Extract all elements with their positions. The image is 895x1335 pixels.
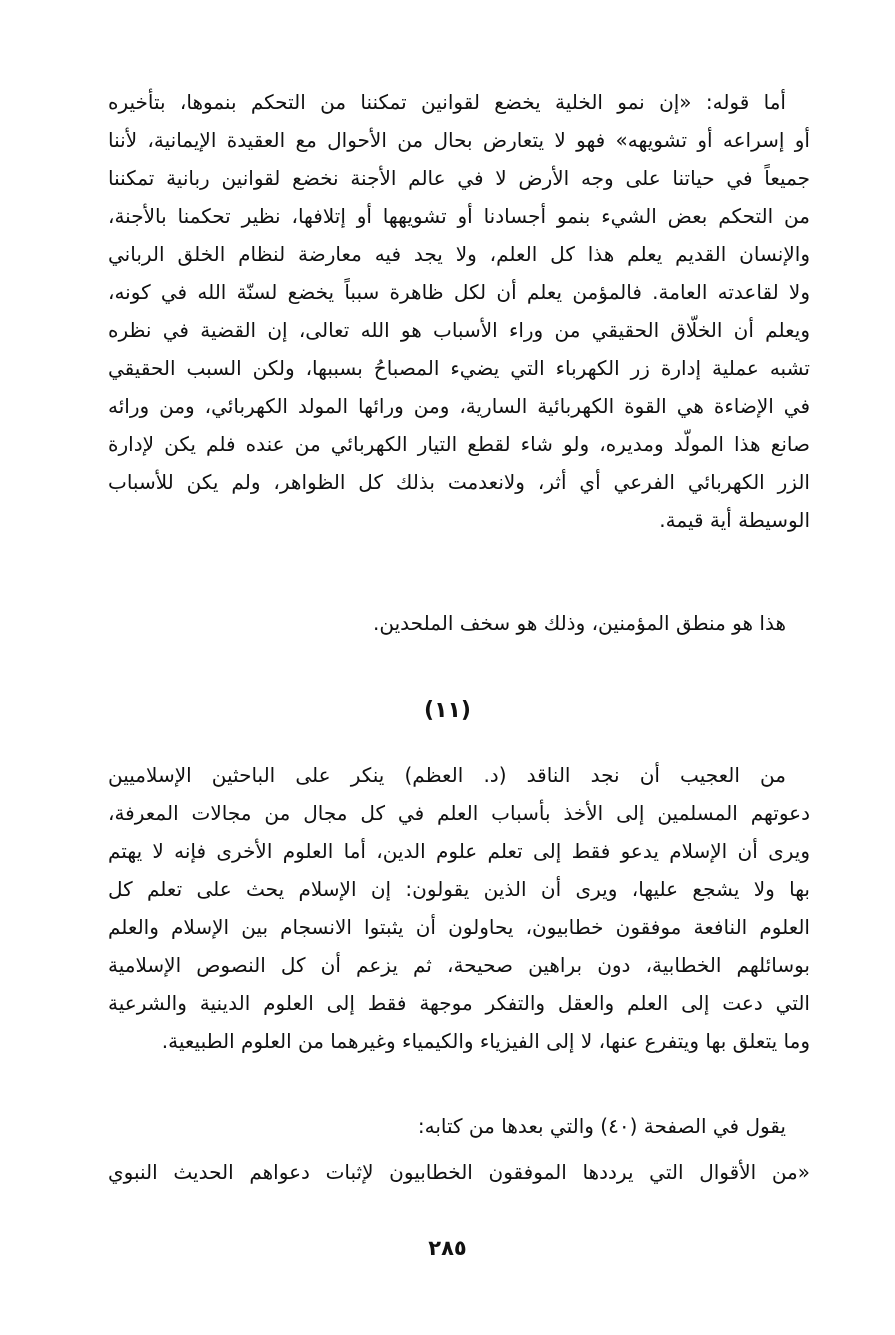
text-line: هذا هو منطق المؤمنين، وذلك هو سخف الملحدين. [373,611,786,635]
text-line: من العجيب أن نجد الناقد (د. العظم) ينكر على الباحثين الإسلاميين [108,763,786,787]
text-line: بوسائلهم الخطابية، دون براهين صحيحة، ثم يزعم أن كل النصوص الإسلامية [108,953,810,977]
text-line: في الإضاءة هي القوة الكهربائية السارية، ومن ورائها المولد الكهربائي، ومن ورائه [108,394,810,418]
paragraph-1 [108,83,810,539]
text-line: دعوتهم المسلمين إلى الأخذ بأسباب العلم في كل مجال من مجالات المعرفة، [108,801,810,825]
text-line: بها ولا يشجع عليها، ويرى أن الذين يقولون: إن الإسلام يحث على تعلم كل [108,877,810,901]
section-heading: (١١) [424,698,471,723]
text-line: ويعلم أن الخلّاق الحقيقي من وراء الأسباب هو الله تعالى، إن القضية في نظره [108,318,810,342]
text-line: ويرى أن الإسلام يدعو فقط إلى تعلم علوم الدين، أما العلوم الأخرى فإنه لا يهتم [108,839,810,863]
text-line: أما قوله: «إن نمو الخلية يخضع لقوانين تمكننا من التحكم بنموها، بتأخيره [108,90,786,114]
text-line: الوسيطة أية قيمة. [659,508,810,532]
text-line: التي دعت إلى العلم والعقل والتفكر موجهة فقط إلى العلوم الدينية والشرعية [108,991,810,1015]
text-line: الزر الكهربائي الفرعي أي أثر، ولانعدمت بذلك كل الظواهر، ولم يكن للأسباب [108,470,810,494]
page-number: ٢٨٥ [428,1236,467,1260]
text-line: جميعاً في حياتنا على وجه الأرض لا في عالم الأجنة نخضع لقوانين ربانية تمكننا [108,166,810,190]
text-line: والإنسان القديم يعلم هذا كل العلم، ولا يجد فيه معارضة لنظام الخلق الرباني [108,242,810,266]
text-line: ولا لقاعدته العامة. فالمؤمن يعلم أن لكل ظاهرة سبباً يخضع لسنّة الله في كونه، [108,280,810,304]
text-line: أو إسراعه أو تشويهه» فهو لا يتعارض بحال من الأحوال مع العقيدة الإيمانية، لأننا [108,128,810,152]
text-line: صانع هذا المولّد ومديره، ولو شاء لقطع التيار الكهربائي من عنده فلم يكن لإدارة [108,432,810,456]
text-line: وما يتعلق بها ويتفرع عنها، لا إلى الفيزياء والكيمياء وغيرهما من العلوم الطبيعية. [161,1029,810,1053]
paragraph-3 [108,756,810,1060]
text-line: يقول في الصفحة (٤٠) والتي بعدها من كتابه: [417,1114,786,1138]
paragraph-2 [108,604,810,642]
text-line: «من الأقوال التي يرددها الموفقون الخطابيون لإثبات دعواهم الحديث النبوي [108,1160,810,1184]
text-line: تشبه عملية إدارة زر الكهرباء التي يضيء المصباحُ بسببها، ولكن السبب الحقيقي [108,356,810,380]
text-line: من التحكم بعض الشيء بنمو أجسادنا أو تشويهها أو إتلافها، نظير تحكمنا بالأجنة، [108,204,810,228]
paragraph-4 [108,1107,810,1145]
text-line: العلوم النافعة موفقون خطابيون، يحاولون أن يثبتوا الانسجام بين الإسلام والعلم [108,915,810,939]
paragraph-5 [108,1153,810,1191]
